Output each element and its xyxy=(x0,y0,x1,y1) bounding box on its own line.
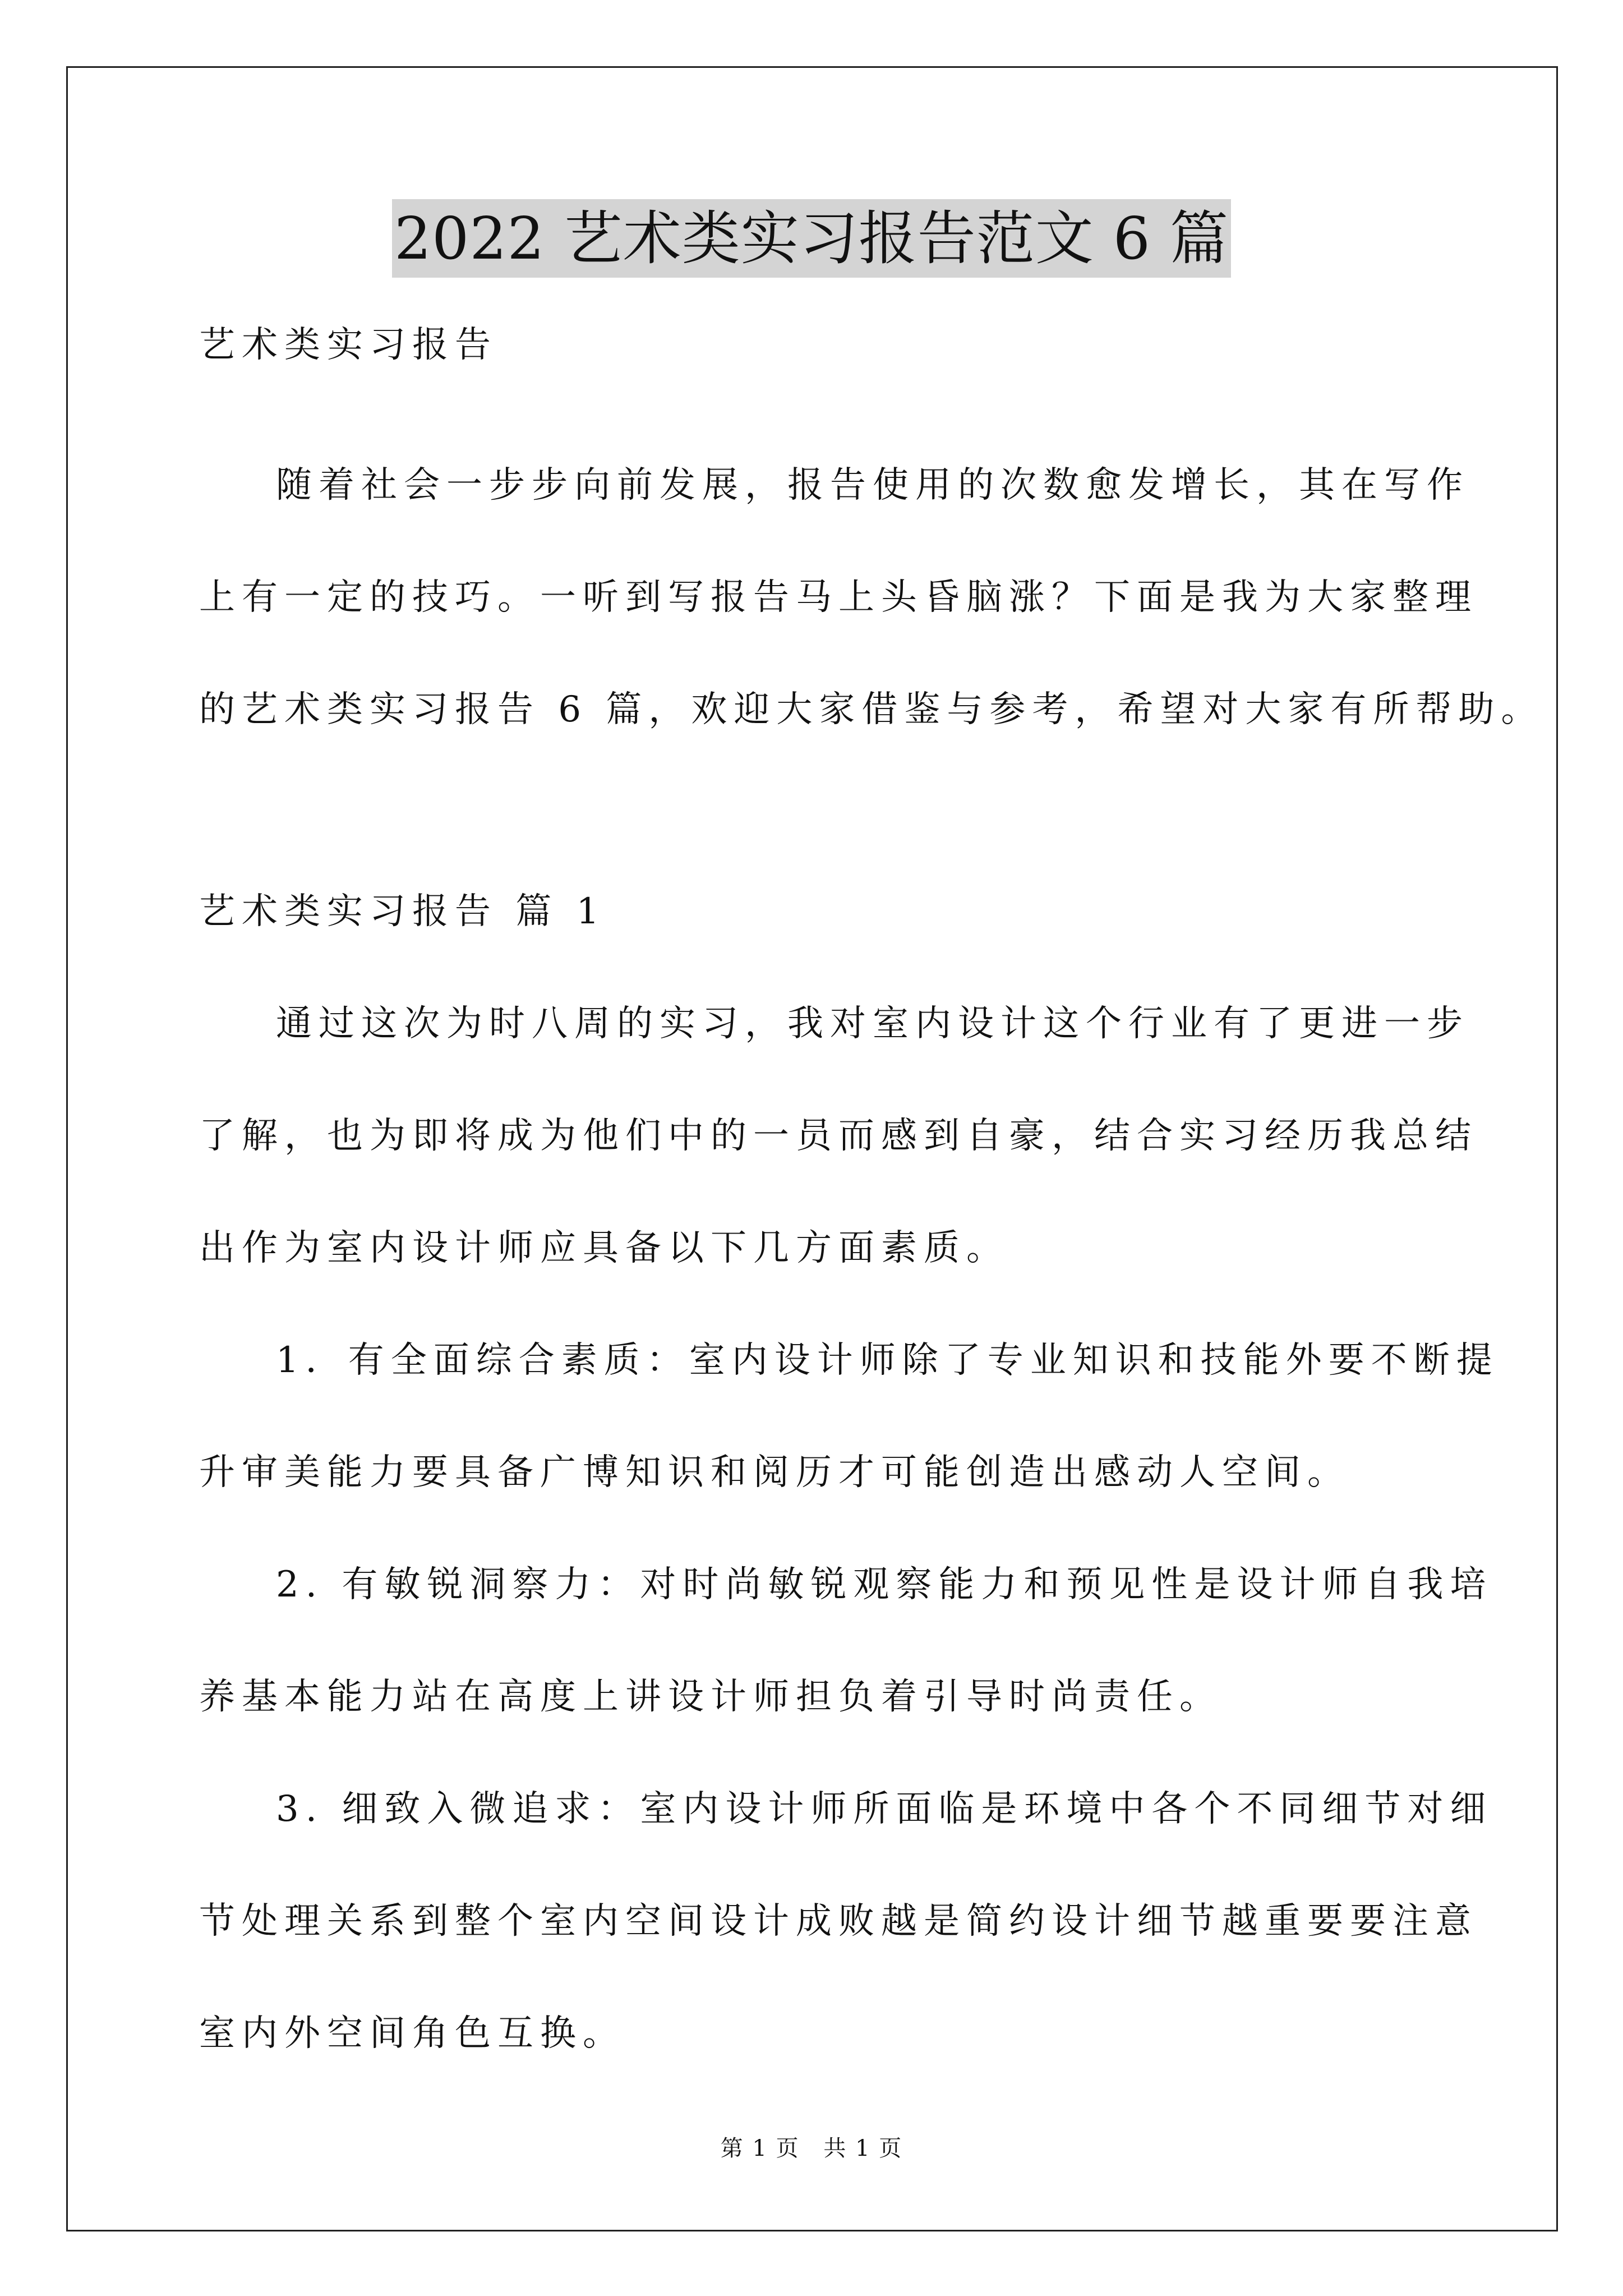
list-item-line: 3. 细致入微追求：室内设计师所面临是环境中各个不同细节对细 xyxy=(276,1788,1493,1830)
intro-paragraph-line: 的艺术类实习报告 6 篇，欢迎大家借鉴与参考，希望对大家有所帮助。 xyxy=(199,689,1544,730)
list-item-line: 养基本能力站在高度上讲设计师担负着引导时尚责任。 xyxy=(199,1676,1222,1718)
body-paragraph-line: 出作为室内设计师应具备以下几方面素质。 xyxy=(199,1227,1009,1269)
list-item-line: 1．有全面综合素质：室内设计师除了专业知识和技能外要不断提 xyxy=(276,1340,1499,1381)
list-item-line: 升审美能力要具备广博知识和阅历才可能创造出感动人空间。 xyxy=(199,1452,1350,1493)
body-paragraph-line: 通过这次为时八周的实习，我对室内设计这个行业有了更进一步 xyxy=(276,1003,1469,1045)
page-footer xyxy=(0,2132,1623,2165)
page-total: 共 1 页 xyxy=(823,2136,903,2161)
intro-paragraph-line: 上有一定的技巧。一听到写报告马上头昏脑涨？下面是我为大家整理 xyxy=(199,577,1478,618)
intro-paragraph-line: 随着社会一步步向前发展，报告使用的次数愈发增长，其在写作 xyxy=(276,464,1469,506)
list-item-line: 2. 有敏锐洞察力：对时尚敏锐观察能力和预见性是设计师自我培 xyxy=(276,1564,1493,1605)
intro-heading: 艺术类实习报告 xyxy=(199,324,497,366)
list-item-line: 室内外空间角色互换。 xyxy=(199,2013,625,2054)
section-heading: 艺术类实习报告 篇 1 xyxy=(199,891,606,932)
document-title: 2022 艺术类实习报告范文 6 篇 xyxy=(392,199,1231,278)
list-item-line: 节处理关系到整个室内空间设计成败越是简约设计细节越重要要注意 xyxy=(199,1901,1478,1942)
title-block xyxy=(0,199,1623,278)
page-number: 第 1 页 xyxy=(720,2136,800,2161)
body-paragraph-line: 了解，也为即将成为他们中的一员而感到自豪，结合实习经历我总结 xyxy=(199,1115,1478,1157)
